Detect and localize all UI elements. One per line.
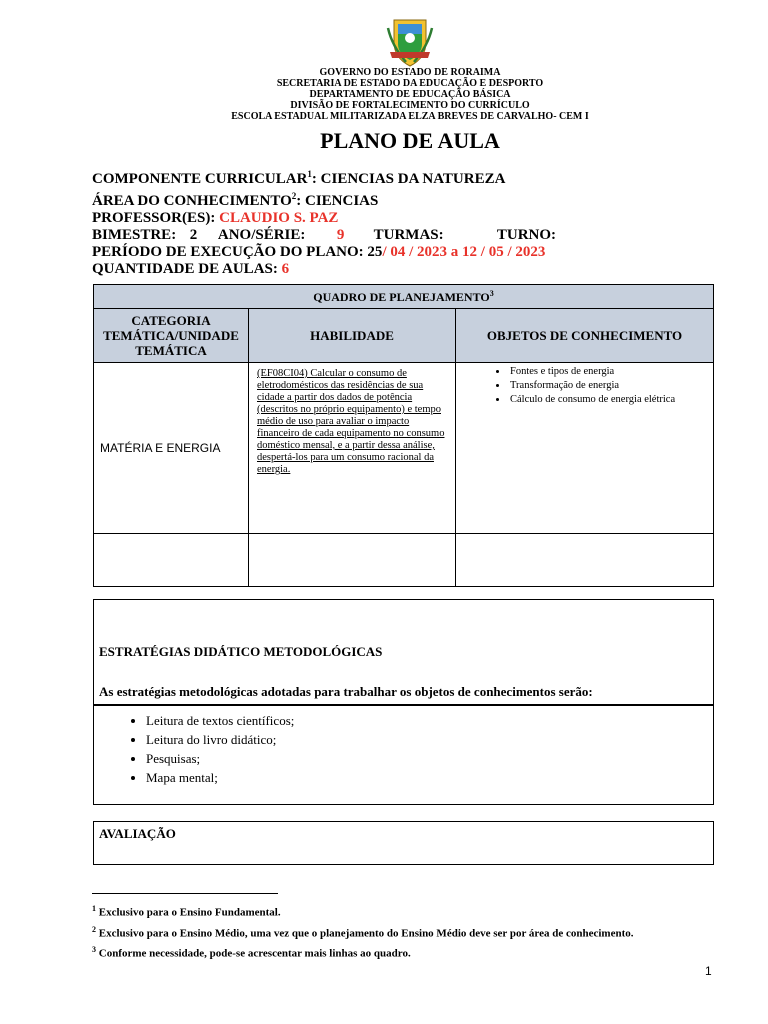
list-item: • Leitura de textos científicos; <box>146 711 713 730</box>
planning-table-title: QUADRO DE PLANEJAMENTO <box>313 289 490 304</box>
footnotes <box>92 902 652 964</box>
table-row <box>94 363 714 534</box>
ano-label: ANO/SÉRIE: <box>217 227 306 243</box>
planning-table <box>93 284 714 587</box>
footnote-number: 1 <box>92 904 96 913</box>
quantidade-value: 6 <box>281 261 290 277</box>
list-item: • Transformação de energia <box>508 379 713 393</box>
list-item: • Mapa mental; <box>146 768 713 787</box>
footnote <box>92 902 652 920</box>
footnote-divider <box>92 893 278 894</box>
planning-table-header <box>94 285 714 309</box>
footnote-text: Exclusivo para o Ensino Médio, uma vez que o planejamento do Ensino Médio deve ser por área de conhecimento. <box>96 927 634 940</box>
page-number: 1 <box>705 964 712 978</box>
habilidade-cell: (EF08CI04) Calcular o consumo de eletrodomésticos das residências de sua cidade a partir dos dados de potência (descritos no próprio equipamento) e tempo médio de uso para avaliar o impacto financeiro de cada equipamento no consumo doméstico mensal, e a partir dessa análise, despertá-los para um consumo racional da energia. <box>249 363 456 534</box>
componente-label: COMPONENTE CURRICULAR <box>92 171 308 187</box>
page-title: PLANO DE AULA <box>320 128 500 153</box>
empty-cell <box>249 534 456 587</box>
state-crest-icon <box>386 16 434 68</box>
plan-info <box>92 166 732 278</box>
list-item: • Pesquisas; <box>146 749 713 768</box>
footnote-text: Conforme necessidade, pode-se acrescentar mais linhas ao quadro. <box>96 947 411 960</box>
empty-cell <box>456 534 714 587</box>
strategies-list-box <box>93 705 714 805</box>
list-item: • Leitura do livro didático; <box>146 730 713 749</box>
quantidade-row <box>92 261 732 278</box>
professor-value: CLAUDIO S. PAZ <box>219 210 339 226</box>
header-line: DEPARTAMENTO DE EDUCAÇÃO BÁSICA <box>309 89 511 100</box>
componente-row <box>92 166 732 188</box>
column-header-categoria: CATEGORIA TEMÁTICA/UNIDADE TEMÁTICA <box>94 309 249 363</box>
header-line: GOVERNO DO ESTADO DE RORAIMA <box>319 67 501 78</box>
footnote <box>92 943 652 961</box>
footnote-ref: 3 <box>489 288 494 298</box>
bimestre-label: BIMESTRE: <box>92 227 177 243</box>
bimestre-row <box>92 227 732 244</box>
strategies-subtitle: As estratégias metodológicas adotadas para trabalhar os objetos de conhecimentos serão: <box>99 684 593 699</box>
footnote <box>92 923 652 941</box>
evaluation-box <box>93 821 714 865</box>
area-row <box>92 188 732 210</box>
footnote-number: 3 <box>92 945 96 955</box>
footnote-ref: 1 <box>307 169 312 179</box>
header-line: DIVISÃO DE FORTALECIMENTO DO CURRÍCULO <box>290 100 530 111</box>
column-header-habilidade: HABILIDADE <box>249 309 456 363</box>
componente-value: : CIENCIAS DA NATUREZA <box>311 171 506 187</box>
institution-header <box>0 67 768 122</box>
list-item: • Fontes e tipos de energia <box>508 365 713 379</box>
periodo-row <box>92 244 732 261</box>
periodo-label: PERÍODO DE EXECUÇÃO DO PLANO: 25 <box>92 244 383 260</box>
categoria-cell: MATÉRIA E ENERGIA <box>94 363 249 534</box>
strategies-title: ESTRATÉGIAS DIDÁTICO METODOLÓGICAS <box>99 644 383 659</box>
turno-label: TURNO: <box>496 227 557 243</box>
footnote-text: Exclusivo para o Ensino Fundamental. <box>96 906 281 919</box>
empty-cell <box>94 534 249 587</box>
quantidade-label: QUANTIDADE DE AULAS: <box>92 261 282 277</box>
professor-row <box>92 210 732 227</box>
table-row-empty <box>94 534 714 587</box>
turmas-label: TURMAS: <box>373 227 444 243</box>
area-label: ÁREA DO CONHECIMENTO <box>92 193 292 209</box>
bimestre-value: 2 <box>189 227 198 243</box>
evaluation-title: AVALIAÇÃO <box>99 826 176 841</box>
list-item: • Cálculo de consumo de energia elétrica <box>508 393 713 407</box>
footnote-number: 2 <box>92 924 96 934</box>
area-value: : CIENCIAS <box>296 193 379 209</box>
header-line: ESCOLA ESTADUAL MILITARIZADA ELZA BREVES DE CARVALHO- CEM I <box>231 111 589 122</box>
objetos-cell <box>456 363 714 534</box>
professor-label: PROFESSOR(ES): <box>92 210 220 226</box>
column-header-objetos: OBJETOS DE CONHECIMENTO <box>456 309 714 363</box>
ano-value: 9 <box>336 227 345 243</box>
footnote-ref: 2 <box>291 191 297 201</box>
periodo-value: / 04 / 2023 a 12 / 05 / 2023 <box>382 244 546 260</box>
header-line: SECRETARIA DE ESTADO DA EDUCAÇÃO E DESPORTO <box>276 78 544 89</box>
strategies-box <box>93 599 714 704</box>
